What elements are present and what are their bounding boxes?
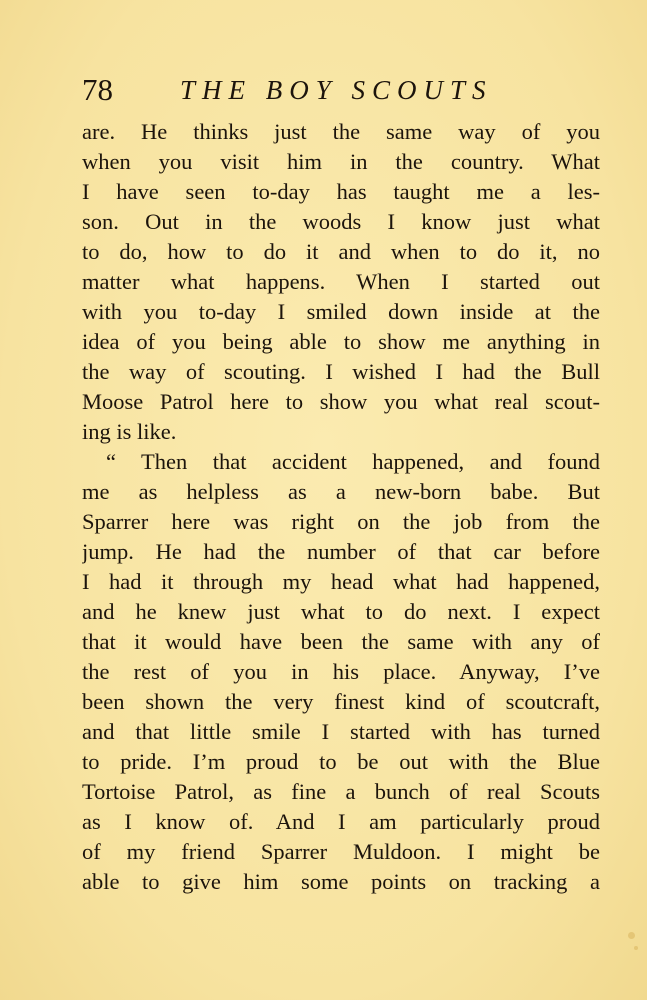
body-text [82,117,600,897]
text-line: to pride. I’m proud to be out with the Blue [82,749,600,774]
text-line: as I know of. And I am particularly proud [82,809,600,834]
text-line: able to give him some points on tracking a [82,869,600,894]
text-line: are. He thinks just the same way of you [82,119,600,144]
text-line: and that little smile I started with has turned [82,719,600,744]
text-line: Moose Patrol here to show you what real scout- [82,389,600,414]
text-line: the way of scouting. I wished I had the Bull [82,359,600,384]
text-line: that it would have been the same with any of [82,629,600,654]
text-line: I have seen to-day has taught me a les- [82,179,600,204]
text-line: matter what happens. When I started out [82,269,600,294]
text-line: the rest of you in his place. Anyway, I’ve [82,659,600,684]
text-line: Tortoise Patrol, as fine a bunch of real Scouts [82,779,600,804]
text-line: ing is like. [82,419,177,444]
text-line: Sparrer here was right on the job from the [82,509,600,534]
text-line: when you visit him in the country. What [82,149,600,174]
page-number: 78 [82,72,113,107]
text-line: me as helpless as a new-born babe. But [82,479,600,504]
text-line: been shown the very finest kind of scoutcraft, [82,689,600,714]
text-line: to do, how to do it and when to do it, no [82,239,600,264]
text-line: jump. He had the number of that car before [82,539,600,564]
text-line: of my friend Sparrer Muldoon. I might be [82,839,600,864]
paper-spot [634,946,638,950]
text-line: idea of you being able to show me anything in [82,329,600,354]
text-line: son. Out in the woods I know just what [82,209,600,234]
page-header [82,70,602,110]
paper-spot [628,932,635,939]
text-line: with you to-day I smiled down inside at the [82,299,600,324]
running-head: THE BOY SCOUTS [180,75,493,105]
text-line: I had it through my head what had happened, [82,569,600,594]
text-line: “ Then that accident happened, and found [106,449,600,474]
text-line: and he knew just what to do next. I expect [82,599,600,624]
